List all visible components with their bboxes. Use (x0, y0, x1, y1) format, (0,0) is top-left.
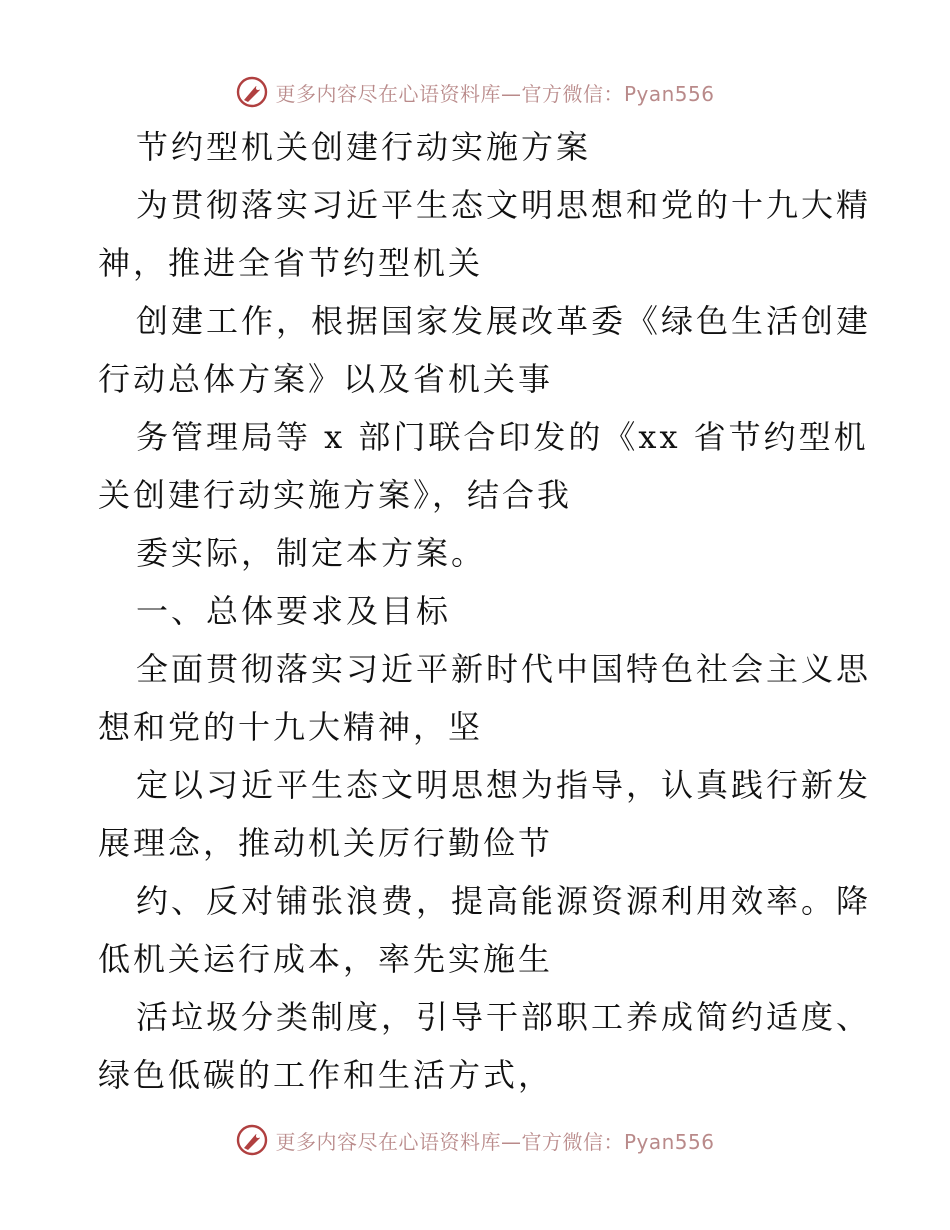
text-line: 神，推进全省节约型机关 (98, 244, 484, 282)
text-line: 一、总体要求及目标 (136, 592, 452, 630)
watermark-footer (0, 1120, 950, 1160)
watermark-text: 更多内容尽在心语资料库—官方微信：Pyan556 (275, 81, 715, 106)
text-line: 绿色低碳的工作和生活方式， (98, 1056, 554, 1094)
text-line: 低机关运行成本，率先实施生 (98, 940, 554, 978)
text-line: 为贯彻落实习近平生态文明思想和党的十九大精 (136, 186, 872, 224)
text-line: 定以习近平生态文明思想为指导，认真践行新发 (136, 766, 872, 804)
text-line: 全面贯彻落实习近平新时代中国特色社会主义思 (136, 650, 872, 688)
text-line: 想和党的十九大精神，坚 (98, 708, 484, 746)
text-line: 关创建行动实施方案》，结合我 (98, 476, 573, 514)
text-line: 委实际，制定本方案。 (136, 534, 487, 572)
pen-nib-circle-icon (235, 1123, 269, 1157)
text-line: 活垃圾分类制度，引导干部职工养成简约适度、 (136, 998, 872, 1036)
pen-nib-circle-icon (235, 75, 269, 109)
text-line: 约、反对铺张浪费，提高能源资源利用效率。降 (136, 882, 872, 920)
text-line: 展理念，推动机关厉行勤俭节 (98, 824, 554, 862)
text-line: 创建工作，根据国家发展改革委《绿色生活创建 (136, 302, 872, 340)
text-line: 行动总体方案》以及省机关事 (98, 360, 554, 398)
document-body (98, 118, 872, 1104)
watermark-header (0, 72, 950, 112)
text-line: 务管理局等 x 部门联合印发的《xx 省节约型机 (136, 418, 869, 456)
text-line: 节约型机关创建行动实施方案 (136, 128, 592, 166)
watermark-text: 更多内容尽在心语资料库—官方微信：Pyan556 (275, 1129, 715, 1154)
